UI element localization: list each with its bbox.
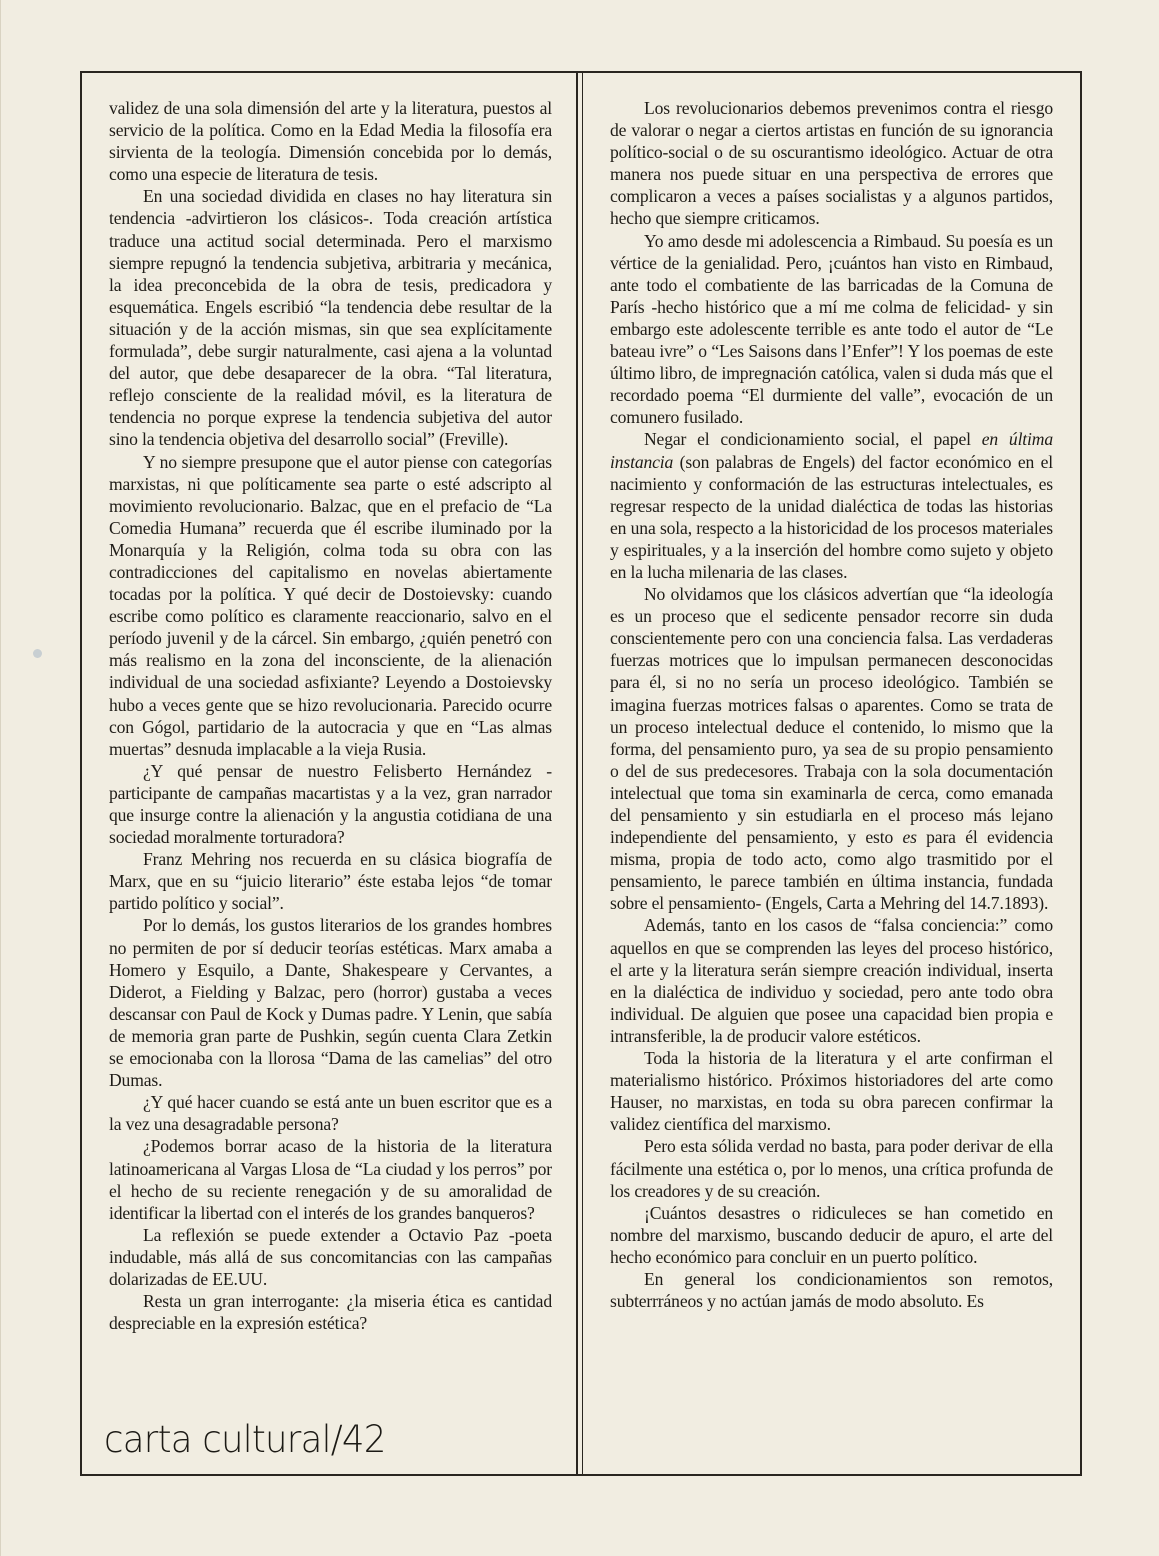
text-run: (son palabras de Engels) del factor económico en el nacimiento y conformación de las estructuras intelectuales, es regresar respecto de la unidad dialéctica de todas las historias en una sola, respecto a la historicidad de los procesos materiales y espirituales, y a la inserción del hombre como sujeto y objeto en la lucha milenaria de las clases. (610, 451, 1053, 582)
paragraph: Los revolucionarios debemos prevenimos contra el riesgo de valorar o negar a ciertos artistas en función de su ignorancia político-social o de su oscurantismo ideológico. Actuar de otra manera nos puede situar en una perspectiva de errores que complicaron a veces a países socialistas y a algunos partidos, hecho que siempre criticamos. (610, 98, 1053, 229)
paragraph: ¿Y qué pensar de nuestro Felisberto Hernández -participante de campañas macartistas y a la vez, gran narrador que insurge contre la alienación y la angustia cotidiana de una sociedad moralmente torturadora? (109, 760, 552, 848)
text-run: para él evidencia misma, propia de todo acto, como algo trasmitido por el pensamiento, le parece también en última instancia, fundada sobre el pensamiento- (Engels, Carta a Mehring del 14.7.1893). (610, 827, 1053, 914)
paragraph: Resta un gran interrogante: ¿la miseria ética es cantidad despreciable en la expresión estética? (109, 1291, 552, 1334)
emphasis: es (902, 827, 917, 848)
paragraph: Franz Mehring nos recuerda en su clásica biografía de Marx, que en su “juicio literario” éste estaba lejos “de tomar partido político y social”. (109, 849, 552, 914)
paragraph: En general los condicionamientos son remotos, subterrráneos y no actúan jamás de modo absoluto. Es (610, 1268, 1053, 1312)
paragraph: ¿Y qué hacer cuando se está ante un buen escritor que es a la vez una desagradable persona? (109, 1092, 552, 1135)
paragraph: Por lo demás, los gustos literarios de los grandes hombres no permiten de por sí deducir teorías estéticas. Marx amaba a Homero y Esquilo, a Dante, Shakespeare y Cervantes, a Diderot, a Fielding y Balzac, pero (horror) gustaba a veces descansar con Paul de Kock y Dumas padre. Y Lenin, que sabía de memoria gran parte de Pushkin, según cuenta Clara Zetkin se emocionaba con la llorosa “Dama de las camelias” del otro Dumas. (109, 915, 552, 1091)
paragraph: Yo amo desde mi adolescencia a Rimbaud. Su poesía es un vértice de la genialidad. Pero, ¡cuántos han visto en Rimbaud, ante todo el combatiente de las barricadas de la Comuna de París -hecho histórico que a mí me colma de felicidad- y sin embargo este adolescente terrible es ante todo el autor de “Le bateau ivre” o “Les Saisons dans l’Enfer”! Y los poemas de este último libro, de impregnación católica, valen si duda más que el recordado poema “El durmiente del valle”, evocación de un comunero fusilado. (610, 230, 1053, 428)
text-run: Negar el condicionamiento social, el papel (644, 429, 982, 450)
column-divider (576, 73, 578, 1474)
paragraph: La reflexión se puede extender a Octavio Paz -poeta indudable, más allá de sus concomitancias con las campañas dolarizadas de EE.UU. (109, 1224, 552, 1289)
paragraph: En una sociedad dividida en clases no hay literatura sin tendencia -advirtieron los clásicos-. Toda creación artística traduce una actitud social determinada. Pero el marxismo siempre repugnó la tendencia subjetiva, arbitraria y mecánica, la idea preconcebida de la obra de tesis, predicadora y esquemática. Engels escribió “la tendencia debe resultar de la situación y de la acción mismas, sin que sea explícitamente formulada”, debe surgir naturalmente, casi ajena a la voluntad del autor, que debe desaparecer de la obra. “Tal literatura, reflejo consciente de la realidad móvil, es la literatura de tendencia no porque exprese la tendencia subjetiva del autor sino la tendencia objetiva del desarrollo social” (Freville). (109, 186, 552, 450)
paragraph: ¿Podemos borrar acaso de la historia de la literatura latinoamericana al Vargas Llosa de “La ciudad y los perros” por el hecho de su reciente renegación y de su amoralidad de identificar la libertad con el interés de los grandes banqueros? (109, 1136, 552, 1223)
paragraph: Y no siempre presupone que el autor piense con categorías marxistas, ni que políticamente sea parte o esté adscripto al movimiento revolucionario. Balzac, que en el prefacio de “La Comedia Humana” recuerda que él escribe iluminado por la Monarquía y la Religión, colma toda su obra con las contradicciones del capitalismo en novelas abiertamente tocadas por la política. Y qué decir de Dostoievsky: cuando escribe como político es claramente reaccionario, salvo en el período juvenil y de la cárcel. Sin embargo, ¿quién penetró con más realismo en la zona del inconsciente, de la alienación individual de una sociedad asfixiante? Leyendo a Dostoievsky hubo a veces gente que se hizo revolucionaria. Parecido ocurre con Gógol, partidario de la autocracia y que en “Las almas muertas” desnuda implacable a la vieja Rusia. (109, 451, 552, 759)
paragraph: ¡Cuántos desastres o ridiculeces se han cometido en nombre del marxismo, buscando deducir de apuro, el arte del hecho económico para concluir en un puerto político. (610, 1202, 1053, 1267)
paragraph: Además, tanto en los casos de “falsa conciencia:” como aquellos en que se comprenden las leyes del proceso histórico, el arte y la literatura serán siempre creación individual, inserta en la dialéctica de individuo y sociedad, pero ante todo obra individual. De alguien que posee una capacidad bien propia e intransferible, la de producir valore estéticos. (610, 915, 1053, 1046)
emphasis: en última instancia (610, 429, 1053, 472)
paragraph: Toda la historia de la literatura y el arte confirman el materialismo histórico. Próximos historiadores del arte como Hauser, no marxistas, en toda su obra parecen confirmar la validez científica del marxismo. (610, 1048, 1053, 1135)
paragraph (610, 428, 1053, 583)
paragraph: Pero esta sólida verdad no basta, para poder derivar de ella fácilmente una estética o, por lo menos, una crítica profunda de los creadores y de su creación. (610, 1136, 1053, 1201)
paper-speck (33, 649, 42, 658)
left-column (109, 97, 552, 1334)
page-footer-label: carta cultural/42 (104, 1418, 386, 1461)
text-run: No olvidamos que los clásicos advertían que “la ideología es un proceso que el sedicente pensador recorre sin duda conscientemente pero con una conciencia falsa. Las verdaderas fuerzas motrices que lo impulsan permanecen desconocidas para él, si no no sería un proceso ideológico. También se imagina fuerzas motrices falsas o aparentes. Como se trata de un proceso intelectual deduce el contenido, lo mismo que la forma, del pensamiento puro, ya sea de su propio pensamiento o del de sus predecesores. Trabaja con la sola documentación intelectual que toma sin examinarla de cerca, como emanada del pensamiento y sin estudiarla en el proceso más lejano independiente del pensamiento, y esto (610, 584, 1053, 848)
paragraph: validez de una sola dimensión del arte y la literatura, puestos al servicio de la política. Como en la Edad Media la filosofía era sirvienta de la teología. Dimensión concebida por lo demás, como una especie de literatura de tesis. (109, 98, 552, 185)
right-column (610, 97, 1053, 1312)
paragraph (610, 583, 1053, 914)
